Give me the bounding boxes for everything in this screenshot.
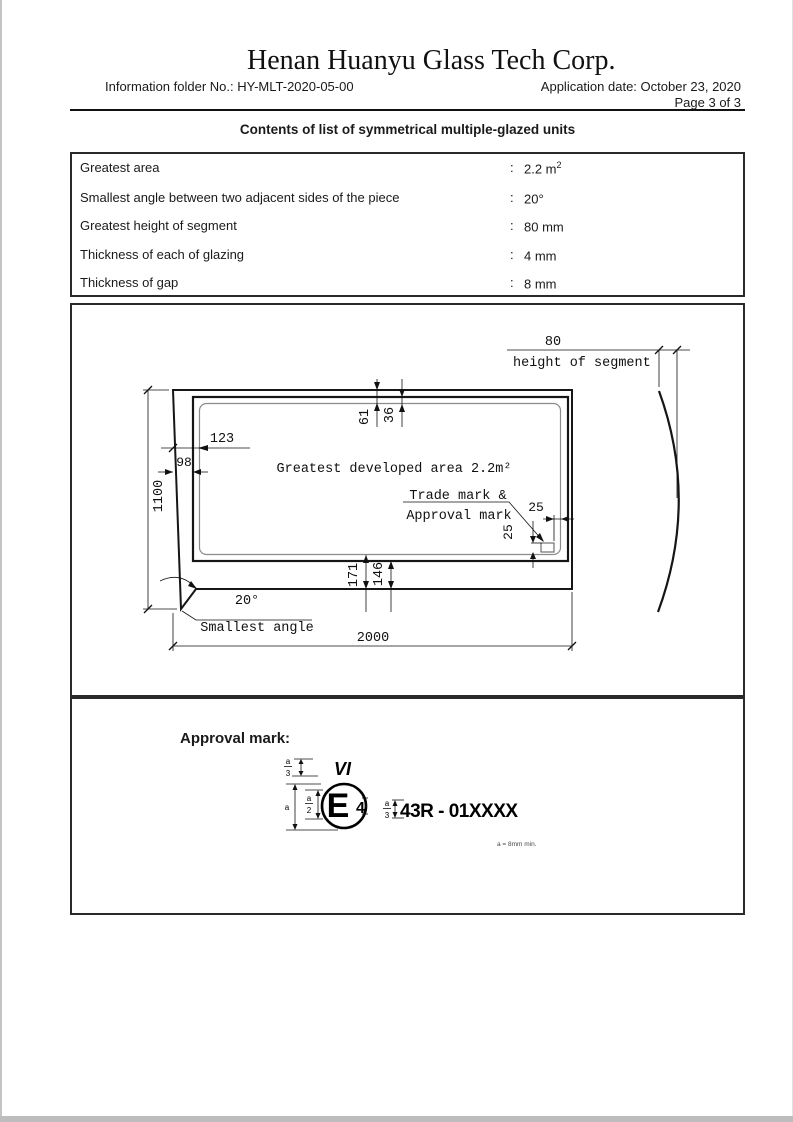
- row-colon: :: [510, 275, 514, 290]
- svg-text:1100: 1100: [152, 479, 167, 513]
- approval-code: 43R - 01XXXX: [400, 801, 518, 822]
- information-folder-no: Information folder No.: HY-MLT-2020-05-00: [105, 79, 354, 94]
- trade-mark-label: Trade mark &: [409, 489, 507, 504]
- page-left-edge: [0, 0, 2, 1122]
- application-date: Application date: October 23, 2020: [540, 79, 741, 94]
- e-number: 4: [356, 800, 365, 817]
- row-value-sup: 2: [556, 160, 562, 170]
- svg-text:98: 98: [176, 455, 192, 470]
- row-label: Greatest height of segment: [80, 218, 237, 233]
- row-label: Greatest area: [80, 160, 160, 175]
- row-colon: :: [510, 218, 514, 233]
- spec-table: [70, 152, 745, 297]
- section-title: Contents of list of symmetrical multiple-glazed units: [239, 122, 576, 137]
- svg-text:20°: 20°: [234, 594, 260, 609]
- row-colon: :: [510, 247, 514, 262]
- svg-text:2: 2: [306, 806, 312, 815]
- table-row: [72, 160, 743, 176]
- page-number: Page 3 of 3: [674, 95, 741, 110]
- svg-text:146: 146: [372, 561, 387, 587]
- svg-text:25: 25: [501, 524, 516, 540]
- row-value: 80 mm: [524, 219, 564, 235]
- page-bottom-edge: [0, 1116, 793, 1122]
- header-rule: [70, 109, 745, 111]
- svg-text:25: 25: [528, 500, 544, 515]
- svg-text:2000: 2000: [356, 631, 390, 646]
- e-mark-circle: [322, 784, 368, 828]
- svg-text:Smallest angle: Smallest angle: [200, 621, 314, 636]
- row-value: 20°: [524, 191, 544, 207]
- row-value: 4 mm: [524, 248, 557, 264]
- approval-mark-label: Approval mark: [406, 509, 512, 524]
- class-label: VI: [334, 759, 352, 779]
- height-of-segment-label: height of segment: [513, 356, 651, 371]
- company-title: Henan Huanyu Glass Tech Corp.: [247, 45, 616, 76]
- size-note: a = 8mm min.: [497, 841, 537, 848]
- dim-a-third-top: [284, 757, 318, 778]
- e-approval-mark: [270, 750, 580, 855]
- svg-text:a: a: [285, 757, 291, 766]
- svg-text:3: 3: [384, 811, 390, 820]
- row-label: Smallest angle between two adjacent sides of the piece: [80, 190, 400, 205]
- table-row: [72, 218, 743, 234]
- svg-text:a: a: [384, 799, 390, 808]
- svg-text:61: 61: [358, 408, 373, 426]
- table-row: [72, 275, 743, 291]
- row-label: Thickness of gap: [80, 275, 179, 290]
- dim-80: 80: [544, 335, 562, 350]
- dim-a-half: [305, 790, 323, 819]
- svg-text:3: 3: [285, 769, 291, 778]
- table-row: [72, 190, 743, 206]
- e-letter: E: [326, 787, 350, 825]
- svg-text:a: a: [306, 794, 312, 803]
- dim-1100: [143, 386, 177, 613]
- row-colon: :: [510, 160, 514, 175]
- svg-text:171: 171: [347, 562, 362, 588]
- row-colon: :: [510, 190, 514, 205]
- glazing-drawing: [70, 303, 745, 697]
- svg-text:a: a: [284, 803, 290, 812]
- row-value: 2.2 $m^2$: [524, 160, 562, 177]
- row-label: Thickness of each of glazing: [80, 247, 245, 262]
- svg-text:123: 123: [209, 432, 235, 447]
- table-row: [72, 247, 743, 263]
- area-label: Greatest developed area 2.2m²: [276, 462, 512, 477]
- approval-heading: Approval mark:: [180, 730, 291, 747]
- row-value: 8 mm: [524, 276, 557, 292]
- svg-text:36: 36: [383, 406, 398, 424]
